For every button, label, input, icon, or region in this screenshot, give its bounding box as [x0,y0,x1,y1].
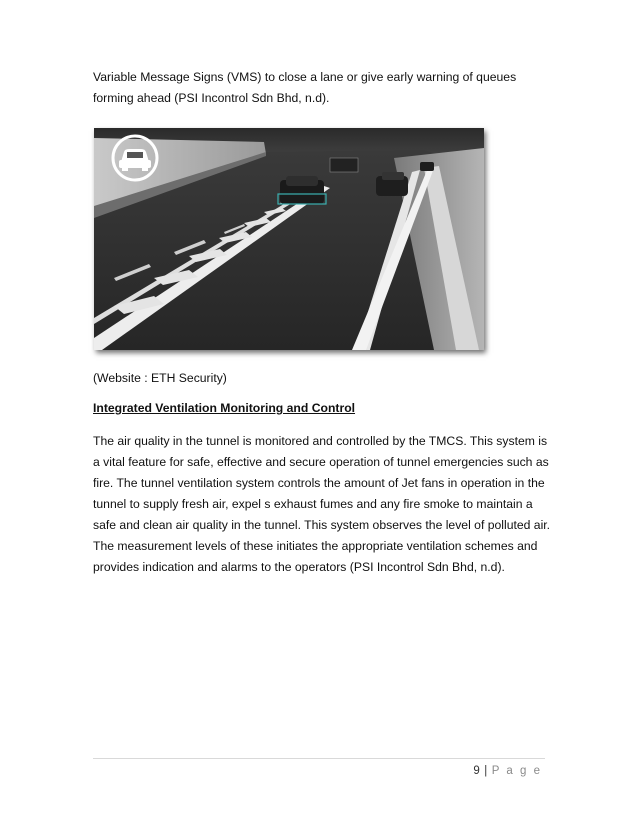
figure-caption: (Website : ETH Security) [93,371,227,385]
section-heading: Integrated Ventilation Monitoring and Control [93,401,356,415]
intro-paragraph: Variable Message Signs (VMS) to close a lane or give early warning of queues forming ahead (PSI Incontrol Sdn Bhd, n.d). [93,70,517,105]
body-paragraph: The air quality in the tunnel is monitored and controlled by the TMCS. This system is a vital feature for safe, effective and secure operation of tunnel emergencies such as fire. The tunnel ventilation system controls the amount of Jet fans in operation in the tunnel to supply fresh air, expel s exhaust fumes and any fire smoke to maintain a safe and clean air quality in the tunnel. This system observes the level of polluted air. The measurement levels of these initiates the appropriate ventilation schemes and provides indication and alarms to the operators (PSI Incontrol Sdn Bhd, n.d). [93,434,551,574]
footer-divider [93,758,545,759]
tunnel-camera-image [94,128,484,350]
footer-separator: | [484,765,488,777]
vehicle-shape [278,176,326,204]
tunnel-scene [94,128,484,350]
page-label: P a g e [491,765,542,777]
page-number: 9 [473,765,481,777]
page-footer [473,765,542,777]
